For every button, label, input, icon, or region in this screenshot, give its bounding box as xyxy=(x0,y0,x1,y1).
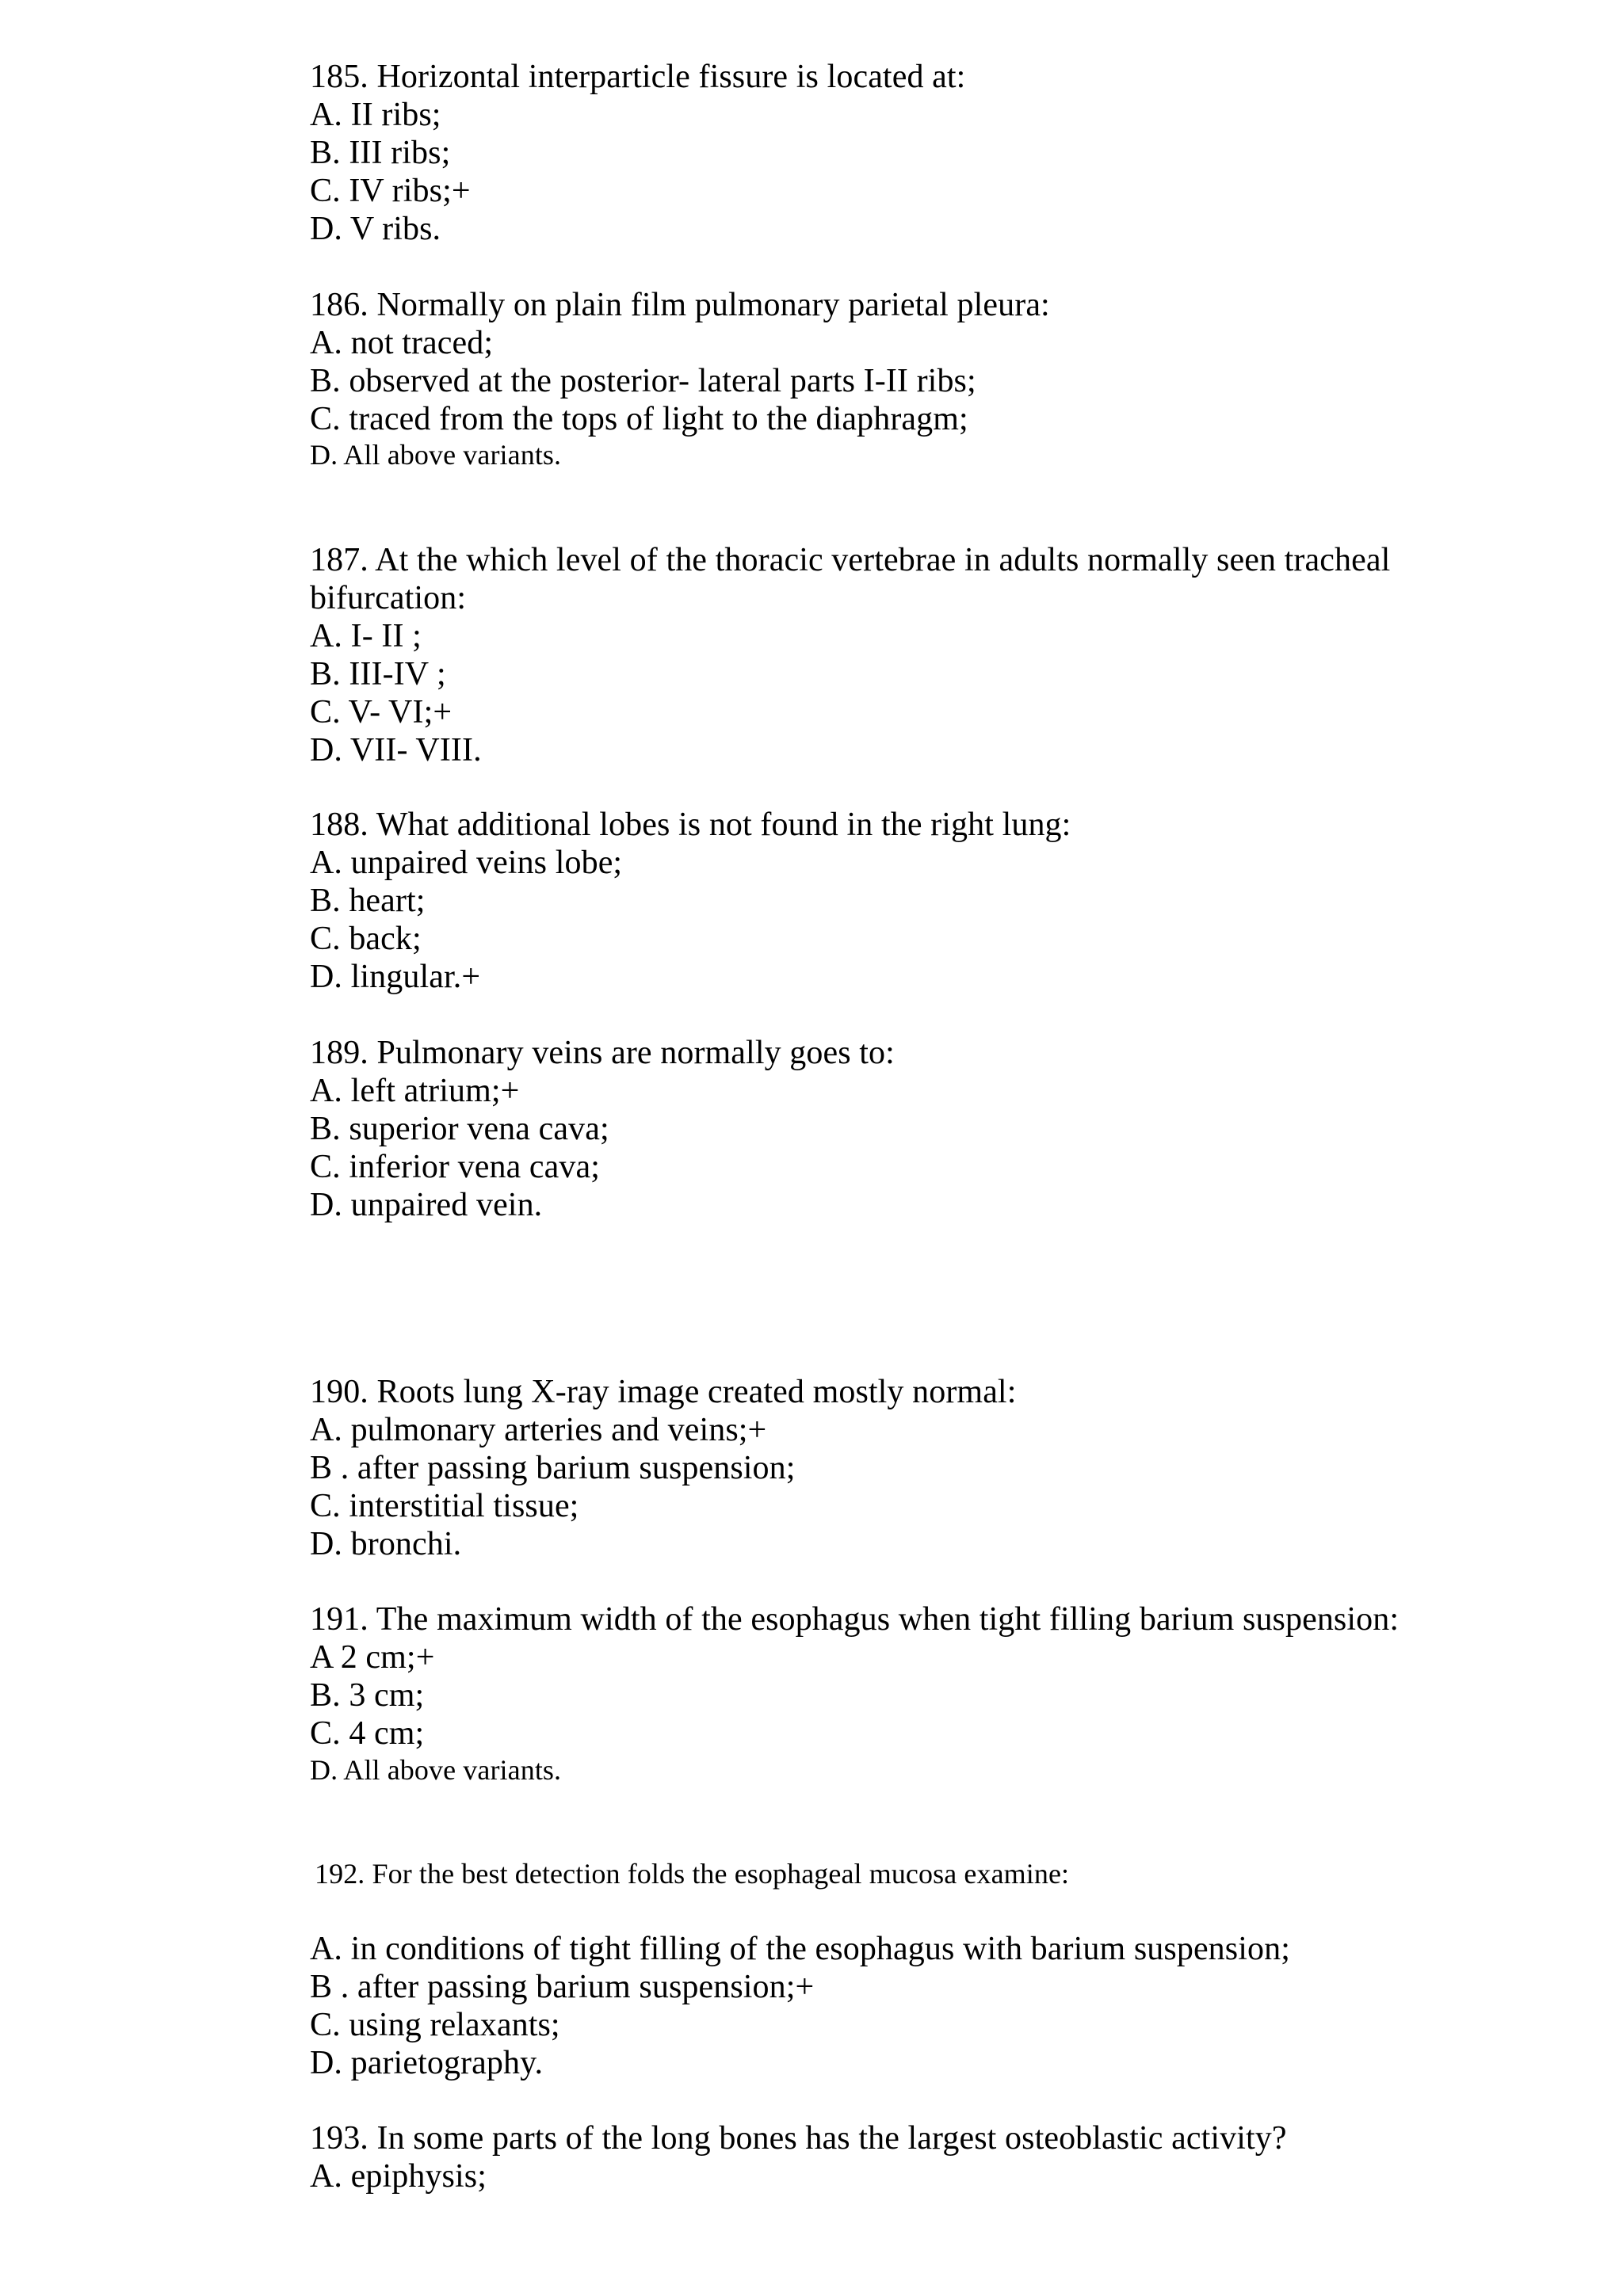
option-186-c: C. traced from the tops of light to the diaphragm; xyxy=(310,401,968,437)
option-186-b: B. observed at the posterior- lateral parts I-II ribs; xyxy=(310,363,976,399)
option-188-a: A. unpaired veins lobe; xyxy=(310,845,623,881)
option-185-b: B. III ribs; xyxy=(310,135,451,171)
option-185-a: A. II ribs; xyxy=(310,97,441,133)
option-190-c: C. interstitial tissue; xyxy=(310,1488,579,1524)
option-187-d: D. VII- VIII. xyxy=(310,732,482,769)
option-191-d: D. All above variants. xyxy=(310,1754,562,1786)
option-190-d: D. bronchi. xyxy=(310,1526,462,1562)
option-190-a: A. pulmonary arteries and veins;+ xyxy=(310,1412,767,1448)
option-186-d: D. All above variants. xyxy=(310,439,562,471)
option-187-a: A. I- II ; xyxy=(310,618,422,654)
option-192-a: A. in conditions of tight filling of the esophagus with barium suspension; xyxy=(310,1931,1290,1967)
question-187-line-1: 187. At the which level of the thoracic vertebrae in adults normally seen tracheal xyxy=(310,542,1391,578)
option-187-c: C. V- VI;+ xyxy=(310,694,453,730)
option-189-c: C. inferior vena cava; xyxy=(310,1149,601,1185)
question-188: 188. What additional lobes is not found in the right lung: xyxy=(310,807,1071,843)
option-185-c: C. IV ribs;+ xyxy=(310,173,471,209)
option-187-b: B. III-IV ; xyxy=(310,656,446,692)
option-188-c: C. back; xyxy=(310,921,422,957)
option-191-a: A 2 cm;+ xyxy=(310,1639,435,1676)
option-192-c: C. using relaxants; xyxy=(310,2007,560,2043)
option-186-a: A. not traced; xyxy=(310,325,494,361)
question-186: 186. Normally on plain film pulmonary parietal pleura: xyxy=(310,287,1050,323)
option-188-b: B. heart; xyxy=(310,883,426,919)
question-185: 185. Horizontal interparticle fissure is located at: xyxy=(310,59,966,95)
question-190: 190. Roots lung X-ray image created mostly normal: xyxy=(310,1374,1017,1410)
option-188-d: D. lingular.+ xyxy=(310,959,481,995)
option-191-b: B. 3 cm; xyxy=(310,1677,425,1714)
question-187-line-2: bifurcation: xyxy=(310,580,467,616)
question-189: 189. Pulmonary veins are normally goes to: xyxy=(310,1035,895,1071)
option-189-a: A. left atrium;+ xyxy=(310,1073,520,1109)
question-193: 193. In some parts of the long bones has the largest osteoblastic activity? xyxy=(310,2120,1287,2157)
option-193-a: A. epiphysis; xyxy=(310,2158,487,2195)
option-185-d: D. V ribs. xyxy=(310,211,441,247)
option-190-b: B . after passing barium suspension; xyxy=(310,1450,796,1486)
option-192-d: D. parietography. xyxy=(310,2045,544,2081)
question-191: 191. The maximum width of the esophagus when tight filling barium suspension: xyxy=(310,1601,1400,1638)
question-192: 192. For the best detection folds the esophageal mucosa examine: xyxy=(315,1858,1070,1890)
option-189-d: D. unpaired vein. xyxy=(310,1187,543,1223)
option-189-b: B. superior vena cava; xyxy=(310,1111,609,1147)
option-192-b: B . after passing barium suspension;+ xyxy=(310,1969,815,2005)
option-191-c: C. 4 cm; xyxy=(310,1715,425,1752)
